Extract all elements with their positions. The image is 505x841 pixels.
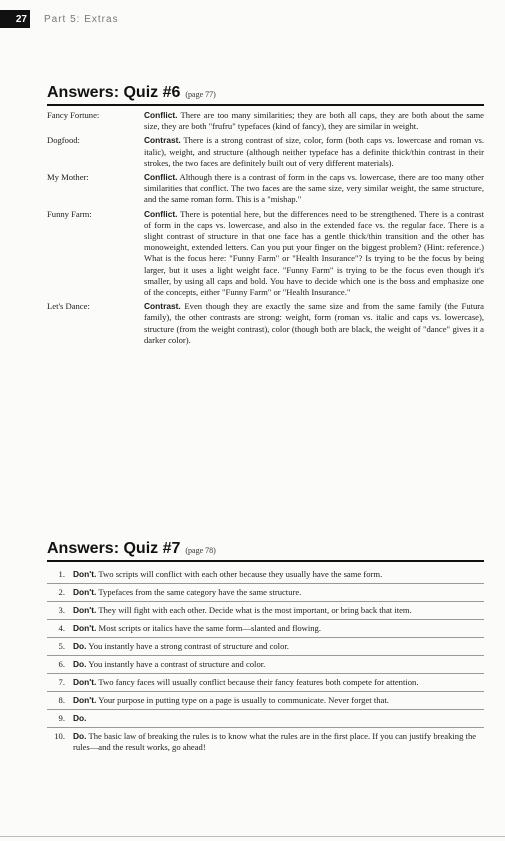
item-text: They will fight with each other. Decide what is the most important, or bring back that item.	[98, 605, 412, 615]
item-text: Typefaces from the same category have the same structure.	[98, 587, 302, 597]
entry	[47, 209, 484, 299]
quiz6-page-ref: (page 77)	[185, 90, 216, 99]
entry-name: Let's Dance:	[47, 301, 90, 312]
entry	[47, 110, 484, 132]
item-keyword: Do.	[73, 713, 87, 723]
list-item	[47, 674, 484, 692]
item-text: You instantly have a contrast of structure and color.	[88, 659, 266, 669]
entry-keyword: Contrast.	[144, 301, 181, 312]
running-header	[0, 10, 119, 28]
page-number: 27	[0, 10, 30, 28]
item-keyword: Do.	[73, 731, 87, 741]
list-item	[47, 692, 484, 710]
list-item	[47, 638, 484, 656]
list-item	[47, 602, 484, 620]
entry-text: There is a strong contrast of size, color, form (both caps vs. lowercase and roman vs. italic), weight, and structure (although neither typeface has a definite thick/thin contrast in their strokes, the two faces are definitely built out of very different materials).	[144, 135, 484, 168]
quiz7-list	[47, 566, 484, 756]
bottom-rule	[0, 836, 505, 837]
list-item	[47, 656, 484, 674]
item-number: 9.	[58, 713, 65, 723]
quiz6-title: Answers: Quiz #6	[47, 84, 181, 101]
entry-text: Although there is a contrast of form in the caps vs. lowercase, there are too many other similarities that conflict. The two faces are the same size, very similar weight, the same structure, and the same roman form. This is a "mishap."	[144, 172, 484, 205]
entry-keyword: Conflict.	[144, 172, 178, 183]
entry	[47, 172, 484, 206]
quiz7-page-ref: (page 78)	[185, 546, 216, 555]
item-number: 1.	[58, 569, 65, 579]
item-text: Two fancy faces will usually conflict because their fancy features both compete for attention.	[98, 677, 419, 687]
quiz6-section	[47, 84, 484, 346]
item-number: 8.	[58, 695, 65, 705]
item-number: 10.	[54, 731, 65, 741]
entry	[47, 301, 484, 346]
item-text: The basic law of breaking the rules is to know what the rules are in the first place. If you can justify breaking the rules—and the result works, go ahead!	[73, 731, 477, 752]
list-item	[47, 710, 484, 728]
item-text: Most scripts or italics have the same form—slanted and flowing.	[98, 623, 321, 633]
entry-keyword: Conflict.	[144, 110, 178, 120]
item-keyword: Don't.	[73, 677, 97, 687]
quiz7-heading	[47, 540, 484, 562]
list-item	[47, 728, 484, 756]
list-item	[47, 584, 484, 602]
item-text: Your purpose in putting type on a page is usually to communicate. Never forget that.	[98, 695, 389, 705]
entry-keyword: Conflict.	[144, 208, 178, 219]
item-number: 7.	[58, 677, 65, 687]
item-keyword: Do.	[73, 659, 87, 669]
entry-text: There is potential here, but the differences need to be strengthened. There is a contrast of form in the caps vs. lowercase, and also in the extended face vs. the regular face. There is a slight contrast of structure in that one face has a gentle thick/thin transition and the other has monoweight, extended letters. Can you put your finger on the biggest problem? (Hint: reference.) What is the focus here: "Funny Farm" or "Health Insurance"? Is trying to be the focus by being larger, but it uses a light weight face. "Funny Farm" is trying to be the focus even though it's smaller, by using all caps and bold. You have to decide which one is the boss and emphasize one of the concepts, either "Funny Farm" or "Health Insurance."	[144, 208, 484, 298]
item-keyword: Don't.	[73, 605, 97, 615]
quiz7-section	[47, 540, 484, 756]
item-text: Two scripts will conflict with each other because they usually have the same form.	[98, 569, 383, 579]
entry-keyword: Contrast.	[144, 135, 181, 146]
entry	[47, 135, 484, 169]
quiz6-heading	[47, 84, 484, 106]
part-title: Part 5: Extras	[44, 13, 119, 25]
item-number: 3.	[58, 605, 65, 615]
item-keyword: Don't.	[73, 695, 97, 705]
item-keyword: Don't.	[73, 623, 97, 633]
entry-name: Fancy Fortune:	[47, 110, 100, 120]
entry-name: My Mother:	[47, 172, 89, 183]
list-item	[47, 566, 484, 584]
item-number: 4.	[58, 623, 65, 633]
item-keyword: Don't.	[73, 569, 97, 579]
item-number: 6.	[58, 659, 65, 669]
item-keyword: Do.	[73, 641, 87, 651]
quiz7-title: Answers: Quiz #7	[47, 540, 181, 557]
entry-text: Even though they are exactly the same size and from the same family (the Futura family), the other contrasts are strong: weight, form (roman vs. italic and caps vs. lowercase), structure (from the weight contrast), color (though both are black, the weight of "dance" gives it a darker color).	[144, 301, 484, 345]
entry-name: Dogfood:	[47, 135, 80, 146]
item-text: You instantly have a strong contrast of structure and color.	[88, 641, 289, 651]
item-number: 5.	[58, 641, 65, 651]
list-item	[47, 620, 484, 638]
quiz6-entries	[47, 110, 484, 346]
item-keyword: Don't.	[73, 587, 97, 597]
entry-name: Funny Farm:	[47, 208, 92, 219]
item-number: 2.	[58, 587, 65, 597]
entry-text: There are too many similarities; they are both all caps, they are both about the same size, they are both "frufru" typefaces (kind of fancy), they are similar in weight.	[144, 110, 484, 132]
